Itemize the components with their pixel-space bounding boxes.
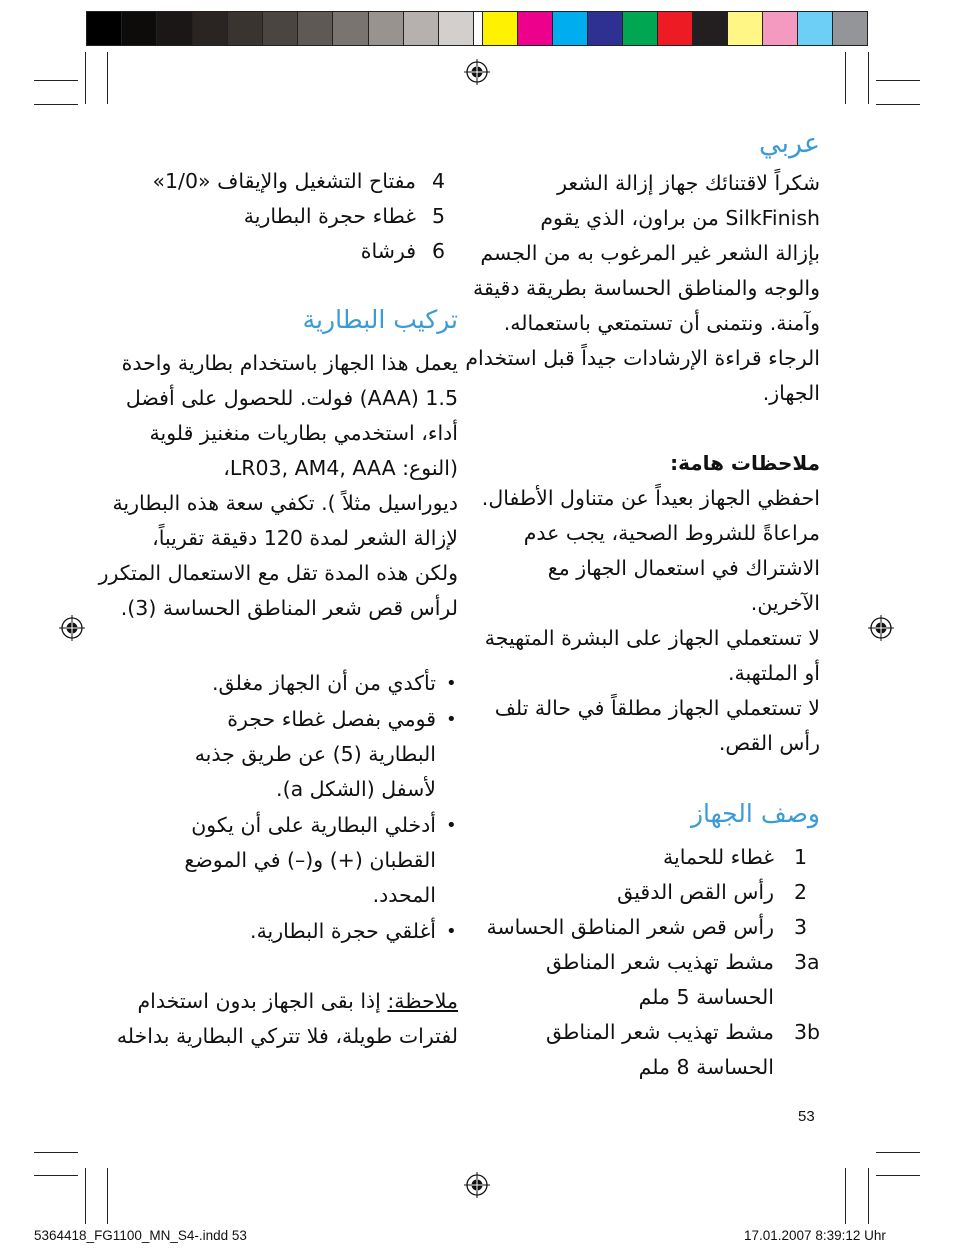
battery-heading: تركيب البطارية (302, 305, 458, 334)
footer-file-info: 5364418_FG1100_MN_S4-.indd 53 (34, 1228, 247, 1243)
description-heading: وصف الجهاز (690, 799, 820, 828)
item-label: مشط تهذيب شعر المناطق (545, 950, 774, 974)
item-number: 5 (432, 204, 446, 228)
color-swatch (121, 11, 157, 46)
crop-mark (34, 80, 78, 81)
crop-mark (876, 1152, 920, 1153)
description-item (490, 840, 820, 875)
battery-line: يعمل هذا الجهاز باستخدام بطارية واحدة (121, 351, 458, 375)
battery-line: لإزالة الشعر لمدة 120 دقيقة تقريباً، (152, 526, 458, 550)
registration-mark-icon (464, 59, 490, 85)
intro-line: شكراً لاقتنائك جهاز إزالة الشعر (557, 171, 820, 195)
bullet-marker: • (446, 815, 457, 836)
item-label: غطاء حجرة البطارية (243, 204, 416, 228)
crop-mark (845, 1168, 846, 1224)
battery-paragraph (98, 346, 458, 631)
crop-mark (876, 80, 920, 81)
crop-mark (34, 1152, 78, 1153)
color-swatch (332, 11, 368, 46)
note-line: أو الملتهبة. (727, 661, 820, 685)
item-label: رأس قص شعر المناطق الحساسة (486, 915, 774, 939)
note-line: رأس القص. (718, 731, 820, 755)
bullet-marker: • (446, 673, 457, 694)
color-swatch (517, 11, 553, 46)
description-item (490, 1015, 820, 1085)
notes-paragraph (481, 481, 820, 766)
battery-line: ديوراسيل مثلاً ). تكفي سعة هذه البطارية (112, 491, 458, 515)
page-number: 53 (798, 1108, 815, 1125)
item-number: 4 (432, 169, 446, 193)
intro-line: الرجاء قراءة الإرشادات جيداً قبل استخدام (465, 346, 820, 370)
crop-mark (34, 1175, 78, 1176)
description-item (133, 234, 458, 269)
intro-line: والوجه والمناطق الحساسة بطريقة دقيقة (473, 276, 820, 300)
item-label: الحساسة 8 ملم (638, 1055, 774, 1079)
intro-line: SilkFinish من براون، الذي يقوم (540, 206, 820, 230)
item-label: فرشاة (360, 239, 416, 263)
item-number: 3a (794, 950, 820, 974)
bullet-line: القطبان (+) و(–) في الموضع (184, 848, 436, 872)
intro-paragraph (465, 166, 820, 416)
note-line: الاشتراك في استعمال الجهاز مع (547, 556, 820, 580)
color-swatch (262, 11, 298, 46)
note-label: ملاحظة: (387, 989, 458, 1013)
intro-line: بإزالة الشعر غير المرغوب به من الجسم (480, 241, 820, 265)
item-label: مشط تهذيب شعر المناطق (545, 1020, 774, 1044)
item-number: 3 (794, 915, 808, 939)
note-line: لا تستعملي الجهاز مطلقاً في حالة تلف (494, 696, 820, 720)
notes-heading: ملاحظات هامة: (670, 451, 820, 475)
registration-mark-icon (59, 615, 85, 641)
item-label: الحساسة 5 ملم (638, 985, 774, 1009)
crop-mark (868, 52, 869, 104)
bullet-list (133, 666, 458, 956)
bullet-marker: • (446, 921, 457, 942)
battery-line: أداء، استخدمي بطاريات منغنيز قلوية (149, 421, 458, 445)
color-swatch (587, 11, 623, 46)
bullet-line: البطارية (5) عن طريق جذبه (194, 742, 436, 766)
item-label: غطاء للحماية (663, 845, 774, 869)
color-swatch (622, 11, 658, 46)
bullet-marker: • (446, 709, 457, 730)
final-note (116, 984, 458, 1056)
item-number: 6 (432, 239, 446, 263)
crop-mark (107, 1168, 108, 1224)
language-heading: عربي (758, 128, 820, 159)
description-item (490, 945, 820, 1015)
crop-mark (85, 52, 86, 104)
crop-mark (34, 104, 78, 105)
battery-line: ولكن هذه المدة تقل مع الاستعمال المتكرر (98, 561, 458, 585)
color-swatch (156, 11, 192, 46)
description-item (133, 164, 458, 199)
color-swatch (552, 11, 588, 46)
crop-mark (107, 52, 108, 104)
bullet-item (133, 702, 458, 807)
item-number: 3b (794, 1020, 821, 1044)
color-swatch (86, 11, 122, 46)
description-list (486, 840, 821, 1090)
bullet-line: المحدد. (372, 883, 436, 907)
color-swatch (482, 11, 518, 46)
registration-mark-icon (464, 1172, 490, 1198)
note-line: احفظي الجهاز بعيداً عن متناول الأطفال. (481, 486, 820, 510)
color-swatch (192, 11, 228, 46)
item-label: رأس القص الدقيق (617, 880, 774, 904)
color-swatch (832, 11, 868, 46)
note-line: لا تستعملي الجهاز على البشرة المتهيجة (484, 626, 820, 650)
bullet-line: لأسفل (الشكل a). (276, 777, 436, 801)
footer-timestamp: 17.01.2007 8:39:12 Uhr (744, 1228, 886, 1243)
bullet-line: أدخلي البطارية على أن يكون (191, 813, 436, 837)
bullet-item (133, 808, 458, 913)
description-item (133, 199, 458, 234)
crop-mark (85, 1168, 86, 1224)
intro-line: الجهاز. (762, 381, 820, 405)
color-swatch (297, 11, 333, 46)
left-column (98, 164, 458, 1064)
crop-mark (876, 104, 920, 105)
description-list-continued (133, 164, 458, 269)
battery-line: لرأس قص شعر المناطق الحساسة (3). (120, 596, 458, 620)
registration-mark-icon (868, 615, 894, 641)
item-number: 2 (794, 880, 808, 904)
color-swatch (762, 11, 798, 46)
item-number: 1 (794, 845, 808, 869)
description-item (486, 910, 820, 945)
crop-mark (876, 1175, 920, 1176)
color-swatch (692, 11, 728, 46)
crop-mark (868, 1168, 869, 1224)
note-line: الآخرين. (750, 591, 820, 615)
intro-line: وآمنة. ونتمنى أن تستمتعي باستعماله. (503, 311, 820, 335)
crop-mark (845, 52, 846, 104)
note-text: إذا بقى الجهاز بدون استخدام (137, 989, 388, 1013)
final-note-line: لفترات طويلة، فلا تتركي البطارية بداخله (116, 1024, 458, 1048)
note-line: مراعاةً للشروط الصحية، يجب عدم (523, 521, 820, 545)
color-swatch (227, 11, 263, 46)
color-swatch (797, 11, 833, 46)
description-item (490, 875, 820, 910)
bullet-line: تأكدي من أن الجهاز مغلق. (212, 671, 436, 695)
color-swatch (368, 11, 404, 46)
item-label: مفتاح التشغيل والإيقاف «1/0» (152, 169, 416, 193)
bullet-item (133, 666, 458, 701)
bullet-line: أغلقي حجرة البطارية. (250, 919, 436, 943)
battery-line: (النوع: LR03, AM4, AAA، (223, 456, 458, 480)
color-swatch (438, 11, 474, 46)
final-note-line (137, 984, 458, 1019)
color-swatch (657, 11, 693, 46)
color-swatch (727, 11, 763, 46)
right-column (465, 124, 821, 1084)
battery-line: 1.5 (AAA) فولت. للحصول على أفضل (125, 386, 458, 410)
color-swatch (403, 11, 439, 46)
bullet-line: قومي بفصل غطاء حجرة (227, 707, 436, 731)
bullet-item (133, 914, 458, 949)
